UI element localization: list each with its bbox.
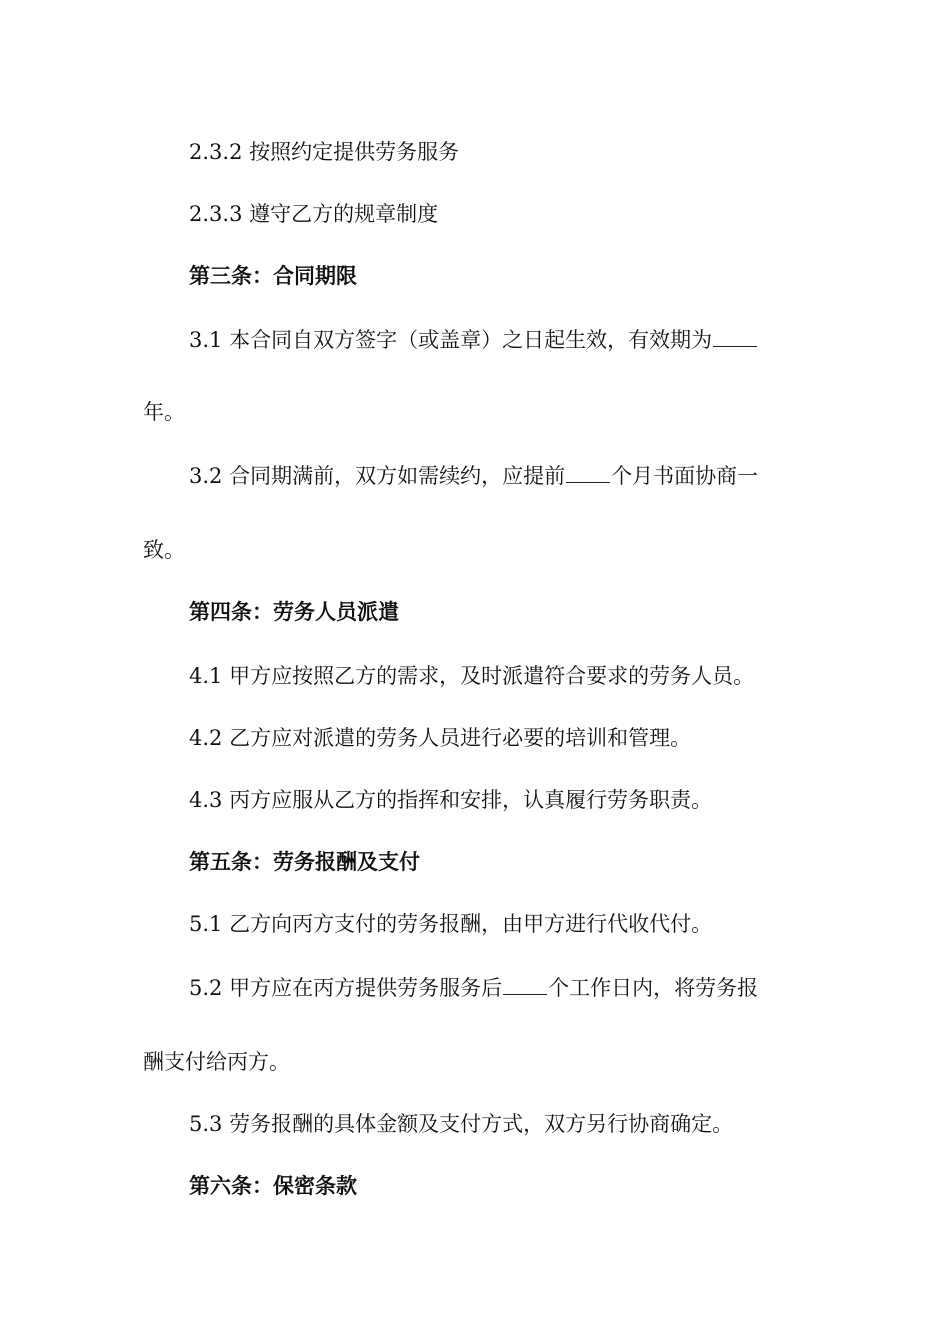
- clause-4-1: 4.1 甲方应按照乙方的需求，及时派遣符合要求的劳务人员。: [189, 664, 755, 688]
- article-5-heading: 第五条：劳务报酬及支付: [189, 849, 420, 874]
- clause-5-2-text-start: 5.2 甲方应在丙方提供劳务服务后: [189, 976, 503, 1000]
- article-6-heading: 第六条：保密条款: [189, 1173, 357, 1198]
- blank-line: [713, 326, 757, 347]
- blank-line: [503, 974, 547, 995]
- clause-3-2-text-start: 3.2 合同期满前，双方如需续约，应提前: [189, 464, 566, 488]
- clause-4-3: 4.3 丙方应服从乙方的指挥和安排，认真履行劳务职责。: [189, 788, 713, 812]
- clause-3-1: [189, 326, 809, 354]
- clause-3-1-text: 3.1 本合同自双方签字（或盖章）之日起生效，有效期为: [189, 328, 713, 352]
- clause-5-1: 5.1 乙方向丙方支付的劳务报酬，由甲方进行代收代付。: [189, 912, 713, 936]
- clause-3-2-continued: 致。: [143, 538, 185, 562]
- clause-5-2: [189, 974, 809, 1002]
- article-4-heading: 第四条：劳务人员派遣: [189, 599, 399, 624]
- blank-line: [566, 462, 610, 483]
- clause-2-3-3: 2.3.3 遵守乙方的规章制度: [189, 202, 439, 226]
- clause-4-2: 4.2 乙方应对派遣的劳务人员进行必要的培训和管理。: [189, 726, 692, 750]
- clause-3-2-text-end: 个月书面协商一: [611, 464, 759, 488]
- article-3-heading: 第三条：合同期限: [189, 263, 357, 288]
- clause-2-3-2: 2.3.2 按照约定提供劳务服务: [189, 140, 460, 164]
- clause-3-1-continued: 年。: [143, 400, 185, 424]
- clause-5-2-continued: 酬支付给丙方。: [143, 1050, 290, 1074]
- clause-5-3: 5.3 劳务报酬的具体金额及支付方式，双方另行协商确定。: [189, 1112, 734, 1136]
- clause-5-2-text-end: 个工作日内，将劳务报: [548, 976, 759, 1000]
- clause-3-2: [189, 462, 809, 490]
